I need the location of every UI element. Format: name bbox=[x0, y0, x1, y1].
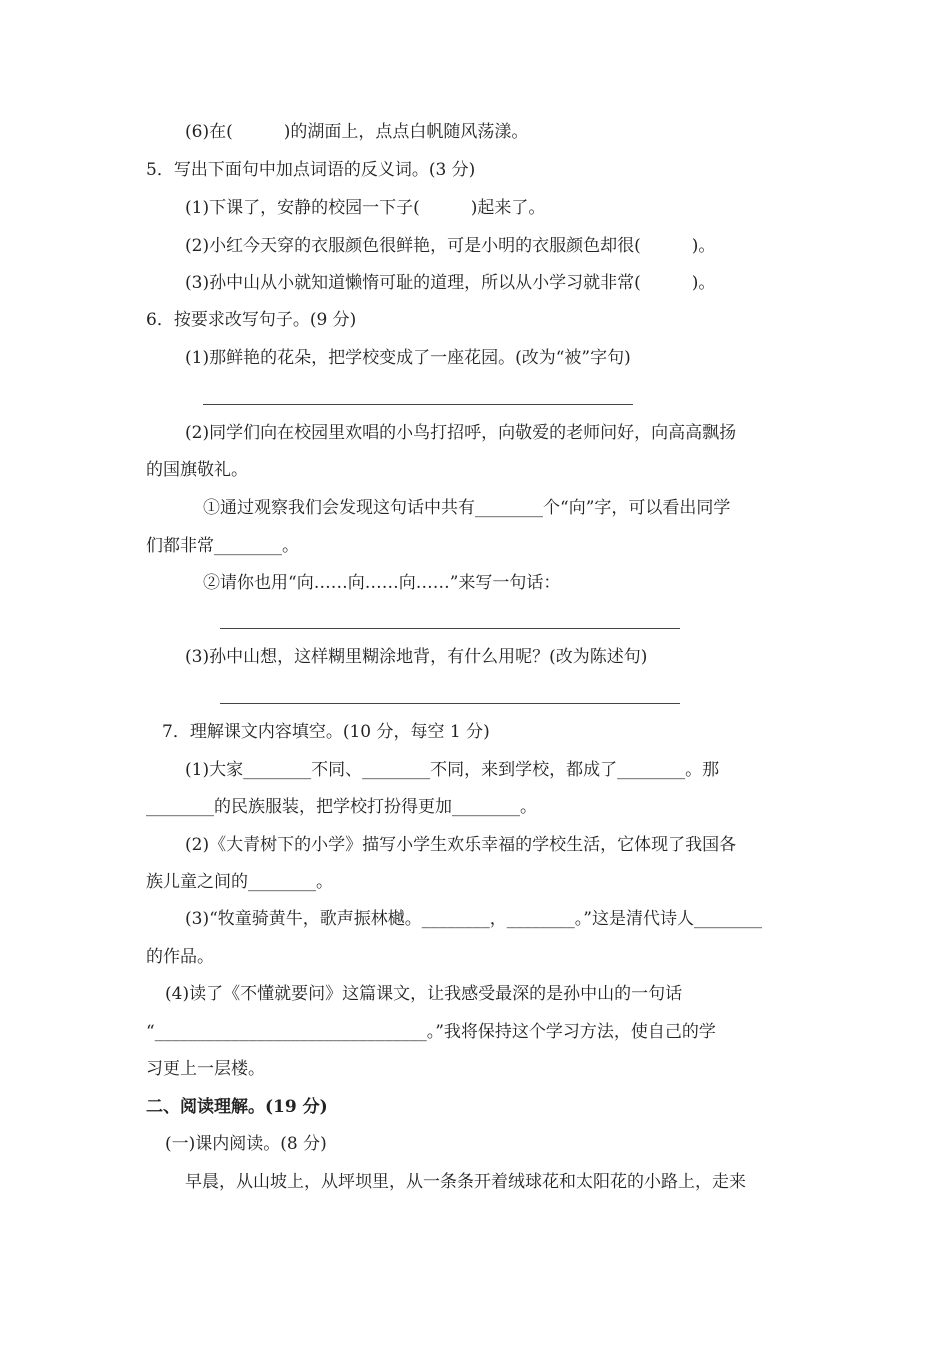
q6-item-2-sub-2: ②请你也用“向……向……向……”来写一句话： bbox=[203, 573, 561, 593]
q7-item-4-cont: “________________________________。”我将保持这个学习方法，使自己的学 bbox=[146, 1022, 716, 1042]
q7-item-4: (4)读了《不懂就要问》这篇课文，让我感受最深的是孙中山的一句话 bbox=[165, 984, 683, 1004]
q7-title: 7．理解课文内容填空。(10 分，每空 1 分) bbox=[162, 722, 490, 742]
q5-title: 5．写出下面句中加点词语的反义词。(3 分) bbox=[146, 160, 476, 180]
q5-item-3: (3)孙中山从小就知道懒惰可耻的道理，所以从小学习就非常( )。 bbox=[185, 273, 716, 293]
reading-passage: 早晨，从山坡上，从坪坝里，从一条条开着绒球花和太阳花的小路上，走来 bbox=[185, 1172, 746, 1192]
answer-line[interactable] bbox=[203, 404, 633, 405]
q7-item-3-cont: 的作品。 bbox=[146, 947, 214, 967]
q6-item-1: (1)那鲜艳的花朵，把学校变成了一座花园。(改为“被”字句) bbox=[185, 348, 631, 368]
q4-item-6: (6)在( )的湖面上，点点白帆随风荡漾。 bbox=[185, 122, 529, 142]
q7-item-1-cont: ________的民族服装，把学校打扮得更加________。 bbox=[146, 797, 537, 817]
q5-item-2: (2)小红今天穿的衣服颜色很鲜艳，可是小明的衣服颜色却很( )。 bbox=[185, 236, 716, 256]
q6-title: 6．按要求改写句子。(9 分) bbox=[146, 310, 357, 330]
answer-line[interactable] bbox=[220, 703, 680, 704]
q5-item-1: (1)下课了，安静的校园一下子( )起来了。 bbox=[185, 198, 546, 218]
q6-item-2: (2)同学们向在校园里欢唱的小鸟打招呼，向敬爱的老师问好，向高高飘扬 bbox=[185, 423, 737, 443]
q7-item-3: (3)“牧童骑黄牛，歌声振林樾。________，________。”这是清代诗人________ bbox=[185, 909, 762, 929]
answer-line[interactable] bbox=[220, 628, 680, 629]
section-2-title: 二、阅读理解。(19 分) bbox=[146, 1097, 328, 1117]
q7-item-2-cont: 族儿童之间的________。 bbox=[146, 872, 333, 892]
q6-item-2-sub-1-cont: 们都非常________。 bbox=[146, 536, 299, 556]
q7-item-4-end: 习更上一层楼。 bbox=[146, 1059, 265, 1079]
q6-item-2-cont: 的国旗敬礼。 bbox=[146, 460, 248, 480]
q6-item-2-sub-1: ①通过观察我们会发现这句话中共有________个“向”字，可以看出同学 bbox=[203, 498, 731, 518]
section-2-part-1: (一)课内阅读。(8 分) bbox=[165, 1134, 327, 1154]
q7-item-1: (1)大家________不同、________不同，来到学校，都成了________。那 bbox=[185, 760, 720, 780]
q6-item-3: (3)孙中山想，这样糊里糊涂地背，有什么用呢？(改为陈述句) bbox=[185, 647, 648, 667]
q7-item-2: (2)《大青树下的小学》描写小学生欢乐幸福的学校生活，它体现了我国各 bbox=[185, 835, 737, 855]
